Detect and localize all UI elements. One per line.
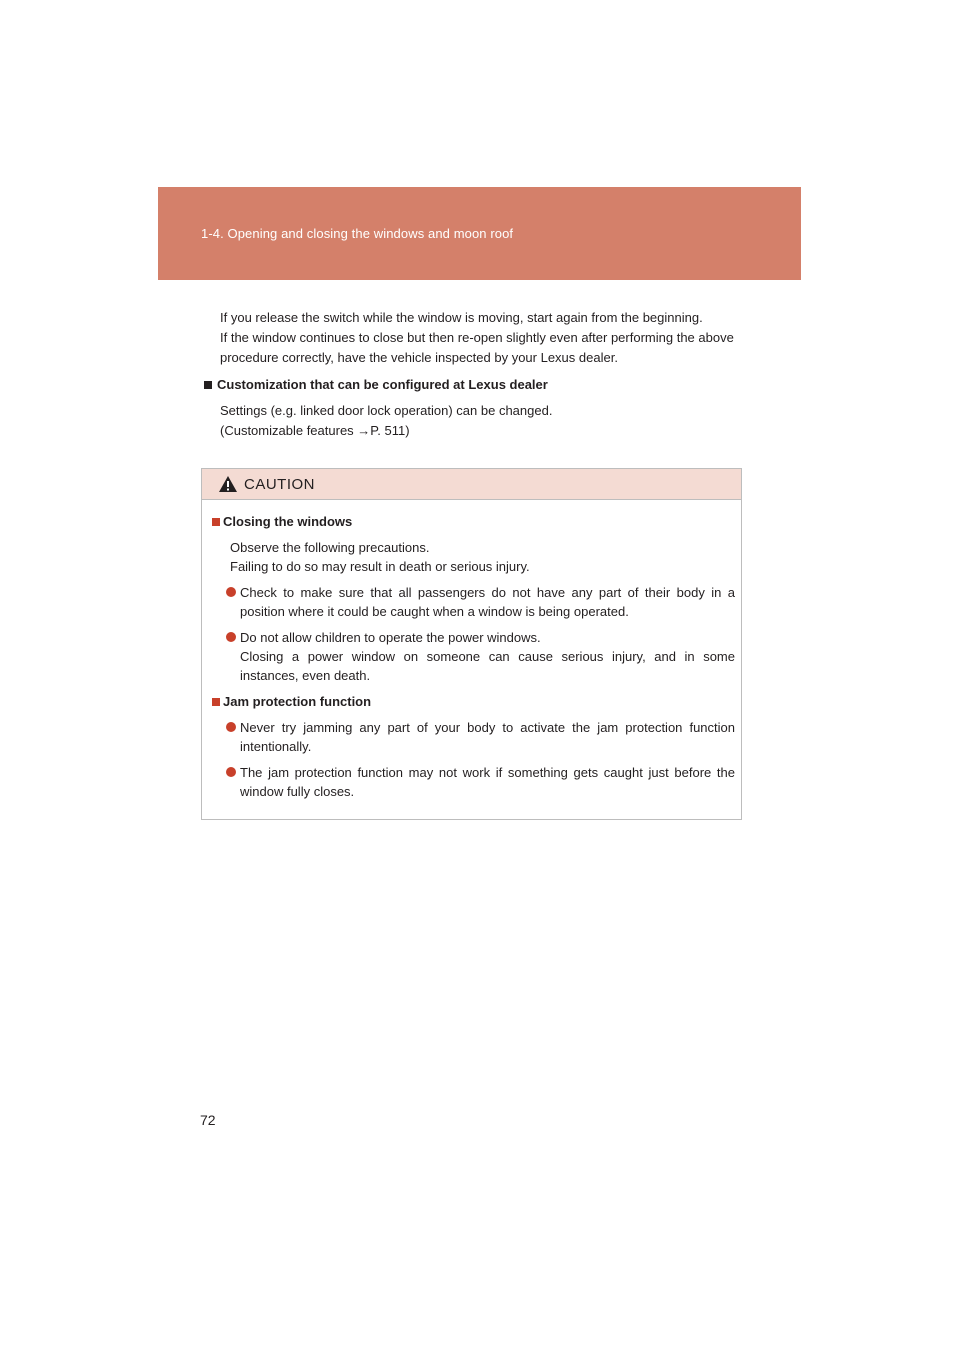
bullet-dot-icon bbox=[226, 632, 236, 642]
warning-triangle-icon bbox=[218, 475, 238, 493]
page-number: 72 bbox=[200, 1112, 216, 1128]
caution-section-heading bbox=[212, 512, 735, 531]
customization-heading bbox=[200, 375, 745, 395]
intro-line-1: If you release the switch while the window is moving, start again from the beginning. bbox=[220, 310, 703, 325]
customization-heading-text: Customization that can be configured at Lexus dealer bbox=[217, 377, 548, 392]
caution-body bbox=[202, 500, 741, 801]
bullet-text: Never try jamming any part of your body to activate the jam protection function intentionally. bbox=[240, 720, 735, 754]
bullet-dot-icon bbox=[226, 767, 236, 777]
caution-section-heading bbox=[212, 692, 735, 711]
caution-text: Observe the following precautions. Failing to do so may result in death or serious injury. bbox=[230, 540, 530, 574]
caution-box bbox=[201, 468, 742, 820]
caution-bullet bbox=[212, 763, 735, 801]
caution-bullet bbox=[212, 628, 735, 685]
caution-bullet bbox=[212, 718, 735, 756]
caution-heading-closing: Closing the windows bbox=[223, 514, 353, 529]
bullet-dot-icon bbox=[226, 587, 236, 597]
bullet-text: Check to make sure that all passengers do not have any part of their body in a position where it could be caught when a window is being operated. bbox=[240, 585, 735, 619]
caution-header bbox=[202, 469, 741, 500]
bullet-text: The jam protection function may not work if something gets caught just before the window fully closes. bbox=[240, 765, 735, 799]
main-content bbox=[200, 308, 745, 441]
bullet-text: Do not allow children to operate the power windows. Closing a power window on someone can cause serious injury, and in some instances, even death. bbox=[240, 630, 735, 683]
section-square-icon bbox=[204, 381, 212, 389]
caution-bullet bbox=[212, 583, 735, 621]
intro-line-2: If the window continues to close but then re-open slightly even after performing the above procedure correctly, have the vehicle inspected by your Lexus dealer. bbox=[220, 330, 734, 365]
customization-line-1: Settings (e.g. linked door lock operation) can be changed. bbox=[220, 403, 553, 418]
section-header-band bbox=[158, 187, 801, 280]
customization-line-2: (Customizable features →P. 511) bbox=[220, 423, 410, 438]
caution-heading-jam: Jam protection function bbox=[223, 694, 372, 709]
section-title: 1-4. Opening and closing the windows and moon roof bbox=[201, 226, 514, 241]
section-square-icon bbox=[212, 698, 220, 706]
section-square-icon bbox=[212, 518, 220, 526]
caution-title: CAUTION bbox=[244, 475, 315, 493]
bullet-dot-icon bbox=[226, 722, 236, 732]
